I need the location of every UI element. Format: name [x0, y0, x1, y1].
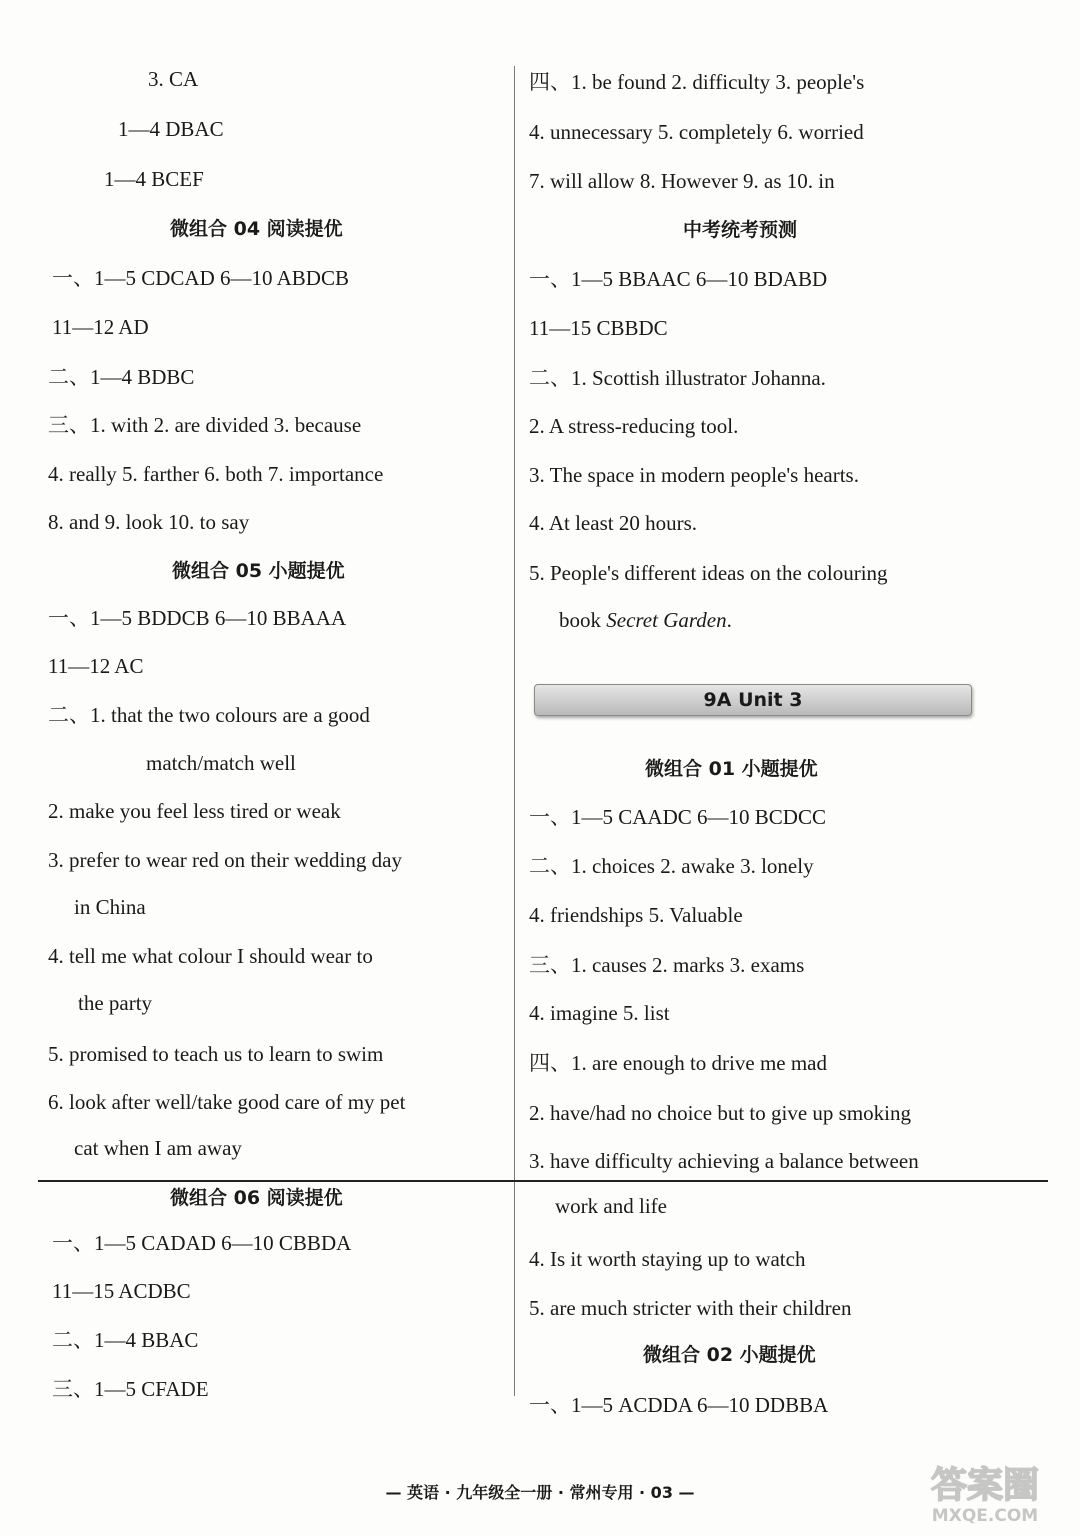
answer-line: 3. prefer to wear red on their wedding day: [48, 848, 402, 872]
section-heading: 中考统考预测: [683, 219, 798, 241]
answer-line: 2. make you feel less tired or weak: [48, 799, 341, 823]
section-heading: 微组合 06 阅读提优: [170, 1187, 343, 1209]
answer-line: 一、1—5 CADAD 6—10 CBBDA: [52, 1231, 352, 1255]
answer-line: 2. A stress-reducing tool.: [529, 414, 739, 438]
book-suffix: .: [726, 608, 732, 632]
answer-line: 一、1—5 CDCAD 6—10 ABDCB: [52, 266, 349, 290]
answer-line: 3. CA: [148, 67, 199, 91]
answer-line: 三、1—5 CFADE: [52, 1377, 209, 1401]
answer-line: 三、1. causes 2. marks 3. exams: [529, 953, 805, 977]
answer-line: work and life: [555, 1194, 667, 1218]
answer-line: 二、1. Scottish illustrator Johanna.: [529, 366, 826, 390]
section-heading: 微组合 04 阅读提优: [170, 218, 343, 240]
answer-line: 4. unnecessary 5. completely 6. worried: [529, 120, 864, 144]
answer-line: 二、1—4 BBAC: [52, 1328, 199, 1352]
answer-line: 一、1—5 BBAAC 6—10 BDABD: [529, 267, 828, 291]
watermark-logo: [900, 1455, 1070, 1527]
horizontal-rule: [38, 1180, 1048, 1182]
book-prefix: book: [559, 608, 601, 632]
answer-line: 11—15 CBBDC: [529, 316, 668, 340]
answer-line: 1—4 BCEF: [104, 167, 204, 191]
answer-line: 5. are much stricter with their children: [529, 1296, 852, 1320]
answer-line: 4. imagine 5. list: [529, 1001, 670, 1025]
answer-line: in China: [74, 895, 146, 919]
answer-line: 四、1. be found 2. difficulty 3. people's: [529, 70, 865, 94]
answer-line: 2. have/had no choice but to give up smoking: [529, 1101, 912, 1125]
answer-line: 3. The space in modern people's hearts.: [529, 463, 859, 487]
answer-line: 4. At least 20 hours.: [529, 511, 697, 535]
answer-line: 4. Is it worth staying up to watch: [529, 1247, 806, 1271]
section-heading: 微组合 02 小题提优: [643, 1344, 816, 1366]
page-footer: — 英语 · 九年级全一册 · 常州专用 · 03 —: [385, 1483, 695, 1502]
section-heading: 微组合 01 小题提优: [645, 758, 818, 780]
book-title: Secret Garden: [606, 608, 727, 632]
answer-line: 二、1. choices 2. awake 3. lonely: [529, 854, 814, 878]
answer-line: 6. look after well/take good care of my pet: [48, 1090, 406, 1114]
answer-line: cat when I am away: [74, 1136, 242, 1160]
answer-line: 一、1—5 CAADC 6—10 BCDCC: [529, 805, 826, 829]
answer-line: 二、1—4 BDBC: [48, 365, 195, 389]
answer-line: match/match well: [146, 751, 296, 775]
answer-line: 一、1—5 ACDDA 6—10 DDBBA: [529, 1393, 829, 1417]
answer-line: 11—15 ACDBC: [52, 1279, 191, 1303]
answer-line: 三、1. with 2. are divided 3. because: [48, 413, 362, 437]
answer-line: 一、1—5 BDDCB 6—10 BBAAA: [48, 606, 347, 630]
watermark-text: 答案圈: [930, 1465, 1040, 1506]
unit-banner: 9A Unit 3: [534, 684, 972, 716]
answer-line: 3. have difficulty achieving a balance between: [529, 1149, 919, 1173]
answer-line: 5. People's different ideas on the colouring: [529, 561, 888, 585]
answer-line: 7. will allow 8. However 9. as 10. in: [529, 169, 835, 193]
answer-line: 11—12 AC: [48, 654, 144, 678]
section-heading: 微组合 05 小题提优: [172, 560, 345, 582]
answer-line: 4. friendships 5. Valuable: [529, 903, 743, 927]
answer-line: 8. and 9. look 10. to say: [48, 510, 250, 534]
answer-line: 1—4 DBAC: [118, 117, 224, 141]
watermark-url: MXQE.COM: [931, 1506, 1039, 1526]
column-divider: [514, 66, 515, 1396]
answer-line-book: [559, 607, 732, 633]
answer-line: 11—12 AD: [52, 315, 149, 339]
answer-line: the party: [78, 991, 153, 1015]
answer-line: 4. tell me what colour I should wear to: [48, 944, 373, 968]
answer-line: 5. promised to teach us to learn to swim: [48, 1042, 384, 1066]
answer-line: 二、1. that the two colours are a good: [48, 703, 370, 727]
answer-line: 4. really 5. farther 6. both 7. importance: [48, 462, 384, 486]
answer-line: 四、1. are enough to drive me mad: [529, 1051, 827, 1075]
